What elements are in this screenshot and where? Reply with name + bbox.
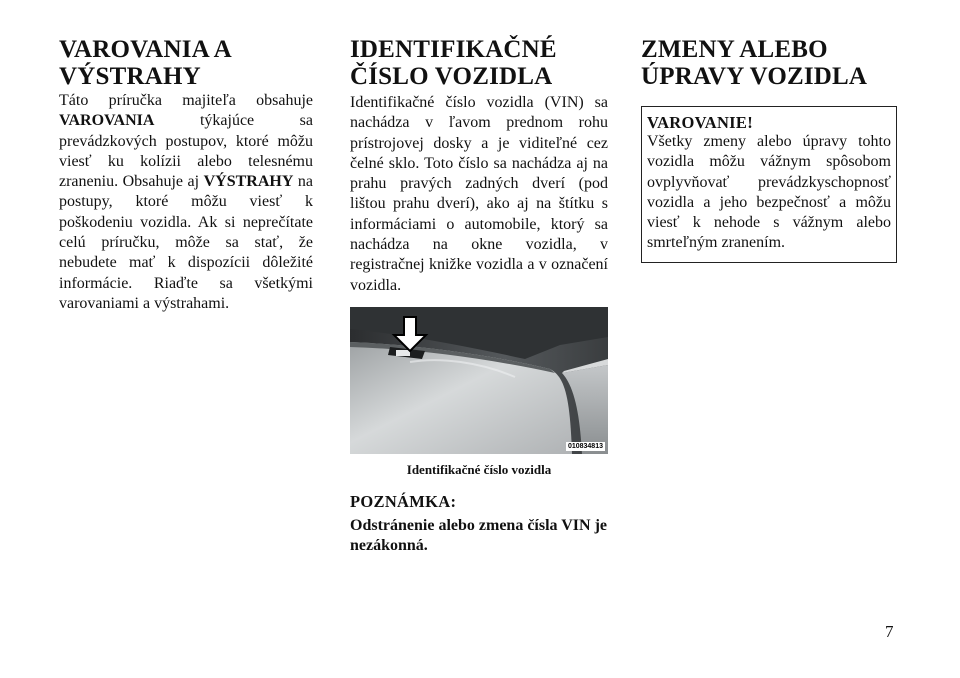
figure-caption: Identifikačné číslo vozidla	[406, 461, 552, 477]
warnings-paragraph	[59, 91, 313, 314]
warnings-term-1: VAROVANIA	[59, 112, 155, 130]
figure-code: 010834813	[567, 442, 603, 450]
warnings-term-2: VÝSTRAHY	[203, 173, 294, 191]
vin-paragraph: Identifikačné číslo vozidla (VIN) sa nachádza v ľavom prednom rohu prístrojovej dosky a je viditeľné cez čelné sklo. Toto číslo sa nachádza aj na prahu pravých zadných dverí (pod lištou prahu dverí), ako aj na štítku s informáciami o automobile, ktorý sa nachádza na okne vozidla, v registračnej knižke vozidla a v označení vozidla.	[350, 94, 608, 294]
warnings-text-1: Táto príručka majiteľa obsahuje	[59, 92, 313, 109]
warnings-text-3: na postupy, ktoré môžu viesť k poškodeniu vozidla. Ak si neprečítate celú príručku, môže sa stať, že nebudete mať k dispozícii dôležité informácie. Riaďte sa všetkými varovaniami a výstrahami.	[59, 173, 313, 312]
note-title: POZNÁMKA:	[350, 491, 457, 511]
warnings-text-2: týkajúce sa prevádzkových postupov, ktoré môžu viesť ku kolízii alebo telesnému zraneniu. Obsahuje aj	[59, 112, 313, 191]
column-modifications	[641, 36, 897, 263]
vin-photo-drawing	[350, 307, 608, 454]
warning-body: Všetky zmeny alebo úpravy tohto vozidla môžu vážnym spôsobom ovplyvňovať prevádzkyschopnosť vozidla a jeho bezpečnosť a môžu viesť k nehode s vážnym alebo smrteľným zranením.	[647, 133, 891, 252]
warning-title: VAROVANIE!	[647, 113, 753, 132]
column-vin	[350, 36, 608, 557]
heading-vin: IDENTIFIKAČNÉ ČÍSLO VOZIDLA	[350, 36, 557, 90]
vin-location-photo	[350, 307, 608, 454]
note-body: Odstránenie alebo zmena čísla VIN je nezákonná.	[350, 516, 608, 555]
heading-modifications: ZMENY ALEBO ÚPRAVY VOZIDLA	[641, 36, 868, 90]
heading-warnings: VAROVANIA A VÝSTRAHY	[59, 36, 231, 90]
page-number: 7	[885, 622, 894, 641]
warning-box	[641, 106, 897, 263]
column-warnings	[59, 36, 313, 314]
